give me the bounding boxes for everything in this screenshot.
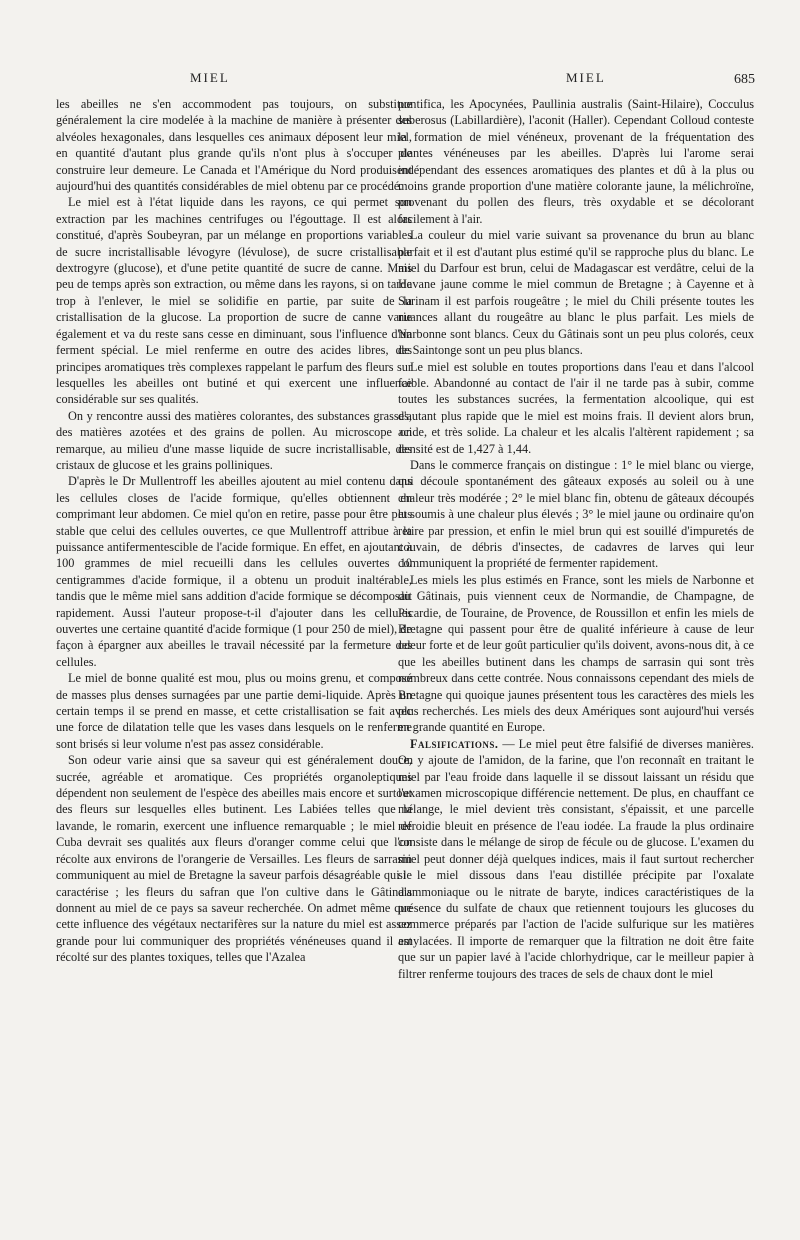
paragraph: Les miels les plus estimés en France, sont les miels de Narbonne et du Gâtinais, puis viennent ceux de Normandie, de Champagne, de Picardie, de Touraine, de Provence, de Roussillon et enfin les miels de Bretagne qui passent pour être de qualité inférieure à cause de leur odeur forte et de leur goût particulier qu'ils doivent, avons-nous dit, à ce que les abeilles butinent dans les champs de sarrasin qui sont très nombreux dans cette contrée. Nous connaissons cependant des miels de Bretagne qui quoique jaunes présentent tous les caractères des miels les plus recherchés. Les miels des deux Amériques sont aujourd'hui versés en grande quantité en Europe.: [398, 572, 754, 735]
running-head-right: MIEL: [566, 70, 606, 85]
paragraph: On y rencontre aussi des matières colorantes, des substances grasses, des matières azotées et des grains de pollen. Au microscope on remarque, au milieu d'une masse liquide de sucre incristallisable, des cristaux de glucose et les grains polliniques.: [56, 408, 412, 472]
paragraph: pontifica, les Apocynées, Paullinia australis (Saint-Hilaire), Cocculus suberosus (Labillardière), l'aconit (Haller). Cependant Colloud conteste la formation de miel vénéneux, provenant de la fréquentation des plantes vénéneuses par les abeilles. D'après lui l'arome serai indépendant des essences aromatiques des plantes et dû à la plus ou moins grande proportion d'une matière colorante jaune, la mélichroïne, provenant du pollen des fleurs, très oxydable et se décolorant facilement à l'air.: [398, 97, 754, 226]
paragraph: D'après le Dr Mullentroff les abeilles ajoutent au miel contenu dans les cellules closes de l'acide formique, qu'elles obtiennent en comprimant leur abdomen. Ce miel qu'on en retire, passe pour être plus stable que celui des cellules ouvertes, ce que Mullentroff attribue à la puissance antifermentescible de l'acide formique. En effet, en ajoutant à 100 grammes de miel recueilli dans les cellules ouvertes 10 centigrammes d'acide formique, il a obtenu un produit inaltérable, tandis que le même miel sans addition d'acide formique se décomposait rapidement. Aussi l'auteur propose-t-il d'ajouter dans les cellules ouvertes une certaine quantité d'acide formique (1 pour 250 de miel), de façon à épargner aux abeilles le travail nécessité par la fermeture des cellules.: [56, 474, 412, 669]
paragraph: La couleur du miel varie suivant sa provenance du brun au blanc parfait et il est d'autant plus estimé qu'il se rapproche plus du blanc. Le miel du Darfour est brun, celui de Madagascar est verdâtre, celui de la Havane jaune comme le miel commun de Bretagne ; à Cayenne et à Surinam il est parfois rougeâtre ; le miel du Chili présente toutes les nuances allant du rougeâtre au blanc le plus parfait. Les miels de Narbonne sont blancs. Ceux du Gâtinais sont un peu plus colorés, ceux de Saintonge sont un peu plus blancs.: [398, 228, 754, 358]
paragraph: Le miel est à l'état liquide dans les rayons, ce qui permet son extraction par les machines centrifuges ou l'égouttage. Il est alors constitué, d'après Soubeyran, par un mélange en proportions variables de sucre incristallisable lévogyre (lévulose), de sucre cristallisable dextrogyre (glucose), et d'une petite quantité de sucre de canne. Mais peu de temps après son extraction, ou même dans les rayons, si on tarde trop à l'enlever, le miel se solidifie en partie, par suite de la cristallisation de la glucose. La proportion de sucre de canne varie également et va du reste sans cesse en diminuant, sous l'influence d'un ferment spécial. Le miel renferme en outre des acides libres, des principes aromatiques très complexes rappelant le parfum des fleurs sur lesquelles les abeilles ont butiné et qui exercent une influence considérable sur ses qualités.: [56, 195, 412, 407]
paragraph-text: — Le miel peut être falsifié de diverses manières. On y ajoute de l'amidon, de la farine, que l'on reconnaît en traitant le miel par l'eau froide dans laquelle il se dissout laissant un résidu que l'examen microscopique différencie nettement. De plus, en chauffant ce mélange, le miel devient très consistant, s'épaissit, et une parcelle refroidie bleuit en présence de l'eau iodée. La fraude la plus ordinaire consiste dans le mélange de sirop de fécule ou de glucose. L'examen du miel peut donner déjà quelques indices, mais il faut surtout rechercher si le miel dissous dans l'eau distillée précipite par l'oxalate d'ammoniaque ou le nitrate de baryte, indices caractéristiques de la présence du sulfate de chaux que retiennent toujours les glucoses du commerce préparés par l'action de l'acide sulfurique sur les matières amylacées. Il importe de remarquer que la filtration ne doit être faite que sur un papier lavé à l'acide chlorhydrique, car le meilleur papier à filtrer renferme toujours des traces de sels de chaux dont le miel: [398, 736, 754, 981]
paragraph: Le miel de bonne qualité est mou, plus ou moins grenu, et composé de masses plus denses surnagées par une partie demi-liquide. Après un certain temps il se prend en masse, et cette cristallisation se fait avec une force de dilatation telle que les vases dans lesquels on le renferme sont brisés si leur volume n'est pas assez considérable.: [56, 671, 412, 751]
left-column: [56, 96, 412, 966]
paragraph: Dans le commerce français on distingue : 1° le miel blanc ou vierge, qui découle spontanément des gâteaux exposés au soleil ou à une chaleur très modérée ; 2° le miel blanc fin, obtenu de gâteaux découpés et soumis à une chaleur plus élevés ; 3° le miel jaune ou ordinaire qu'on retire par pression, et enfin le miel brun qui est souillé d'impuretés de couvain, de débris d'insectes, de cadavres de larves qui leur communiquent la propriété de fermenter rapidement.: [398, 457, 754, 571]
running-head-left: MIEL: [190, 70, 230, 85]
right-column: [398, 96, 754, 982]
paragraph: les abeilles ne s'en accommodent pas toujours, on substitue généralement la cire modelée à la machine de manière à présenter des alvéoles hexagonales, dans lesquelles ces animaux déposent leur miel, en quantité d'autant plus grande qu'ils n'ont plus à s'occuper de construire leur demeure. Le Canada et l'Amérique du Nord produisent aujourd'hui des quantités considérables de miel obtenu par ce procédé.: [56, 97, 412, 194]
paragraph: Le miel est soluble en toutes proportions dans l'eau et dans l'alcool faible. Abandonné au contact de l'air il ne tarde pas à subir, comme toutes les substances sucrées, la fermentation alcoolique, qui est d'autant plus rapide que le miel est moins frais. Il devient alors brun, acide, et très solide. La chaleur et les alcalis l'altèrent rapidement ; sa densité est de 1,427 à 1,44.: [398, 359, 754, 456]
page-number: 685: [734, 72, 755, 87]
paragraph-falsifications: [398, 736, 754, 982]
paragraph: Son odeur varie ainsi que sa saveur qui est généralement douce, sucrée, agréable et aromatique. Ces propriétés organoleptiques dépendent non seulement de l'espèce des abeilles mais encore et surtout des fleurs sur lesquelles elles butinent. Les Labiées telles que la lavande, le romarin, exercent une influence remarquable ; le miel de Cuba devrait ses qualités aux fleurs d'oranger comme celui que l'on récolte aux environs de l'orangerie de Versailles. Les fleurs de sarrasin communiquent au miel de Bretagne la saveur parfois désagréable qui le caractérise ; les fleurs du safran que l'on cultive dans le Gâtinais donnent au miel de ce pays sa saveur recherchée. On admet même que cette influence des végétaux nectarifères sur la nature du miel est assez grande pour lui communiquer des propriétés vénéneuses quand il est récolté sur des plantes toxiques, telles que l'Azalea: [56, 753, 412, 965]
section-heading: Falsifications.: [410, 736, 499, 751]
